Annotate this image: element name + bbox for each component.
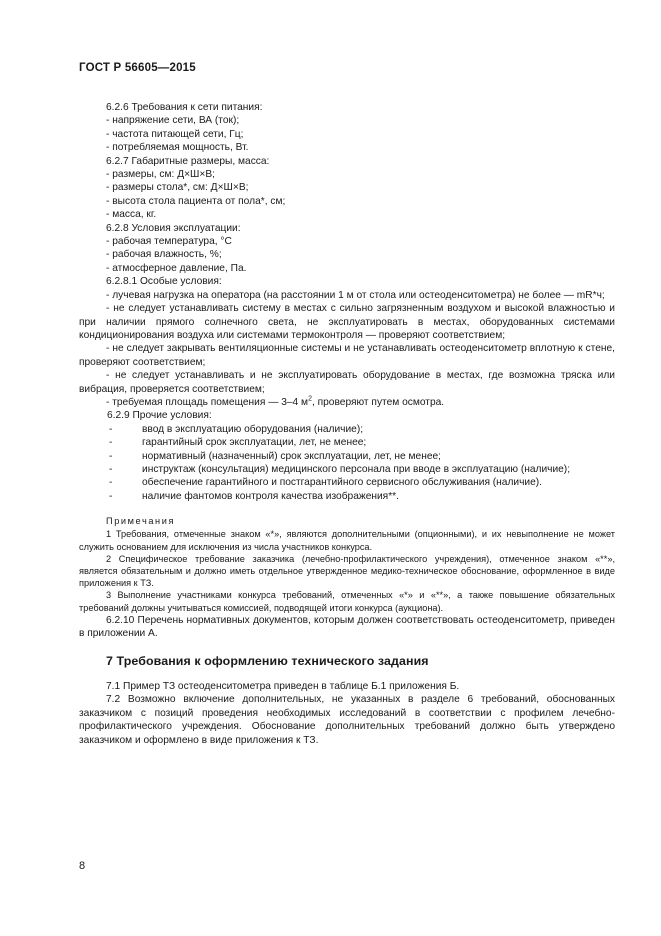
list-item bbox=[79, 476, 615, 489]
list-item-text: наличие фантомов контроля качества изображения**. bbox=[142, 490, 399, 502]
page-number: 8 bbox=[79, 860, 86, 872]
paragraph-7-1: 7.1 Пример ТЗ остеоденситометра приведен в таблице Б.1 приложения Б. bbox=[106, 681, 460, 693]
dash: - bbox=[109, 437, 113, 449]
list-item: - потребляемая мощность, Вт. bbox=[106, 142, 249, 154]
list-item-text: ввод в эксплуатацию оборудования (наличие); bbox=[142, 423, 364, 435]
section-6-2-6-title: 6.2.6 Требования к сети питания: bbox=[106, 102, 263, 113]
notes-title: Примечания bbox=[106, 516, 176, 527]
note-item: 2 Специфическое требование заказчика (лечебно-профилактического учреждения), отмеченное знаком «**», является обязательным и должно иметь отдельное утвержденное медико-техническое обоснование, оформленное в виде приложения к ТЗ. bbox=[79, 553, 615, 589]
section-7-heading: 7 Требования к оформлению технического задания bbox=[106, 653, 429, 668]
list-item: - рабочая температура, °C bbox=[106, 236, 232, 248]
area-requirement: - требуемая площадь помещения — 3–4 м bbox=[106, 396, 309, 408]
paragraph bbox=[79, 396, 615, 409]
note-item: 1 Требования, отмеченные знаком «*», являются дополнительными (опционными), и их невыполнение не может служить основанием для исключения из числа участников конкурса. bbox=[79, 529, 615, 552]
section-6-2-8-1-title: 6.2.8.1 Особые условия: bbox=[106, 276, 222, 288]
list-item: - масса, кг. bbox=[106, 209, 157, 221]
list-item-text: гарантийный срок эксплуатации, лет, не менее; bbox=[142, 437, 367, 449]
dash: - bbox=[109, 477, 113, 489]
list-item: - напряжение сети, ВА (ток); bbox=[106, 115, 240, 127]
document-code: ГОСТ Р 56605—2015 bbox=[79, 62, 196, 74]
list-item-text: инструктаж (консультация) медицинского персонала при вводе в эксплуатацию (наличие); bbox=[142, 463, 571, 475]
list-item bbox=[79, 490, 615, 503]
paragraph: - не следует устанавливать и не эксплуатировать оборудование в местах, где возможна тряска или вибрация, проверяется соответствием; bbox=[79, 370, 615, 395]
paragraph-7-2: 7.2 Возможно включение дополнительных, не указанных в разделе 6 требований, обоснованных заказчиком с позиций проведения необходимых исследований в соответствии с профилем лечебно-профилактического учреждения. Обоснование дополнительных требований должно быть утверждено заказчиком и оформлено в виде приложения к ТЗ. bbox=[79, 694, 615, 746]
list-item-text: обеспечение гарантийного и постгарантийного сервисного обслуживания (наличие). bbox=[142, 477, 542, 489]
superscript: 2 bbox=[308, 395, 312, 403]
note-item: 3 Выполнение участниками конкурса требований, отмеченных «*» и «**», а также повышение обязательных требований должны учитываться комиссией, подводящей итоги конкурса (аукциона). bbox=[79, 590, 615, 613]
list-item: - высота стола пациента от пола*, см; bbox=[106, 195, 286, 207]
list-item: - рабочая влажность, %; bbox=[106, 249, 222, 261]
dash: - bbox=[109, 423, 113, 435]
list-item: - размеры, см: Д×Ш×В; bbox=[106, 169, 215, 181]
section-6-2-10: 6.2.10 Перечень нормативных документов, которым должен соответствовать остеоденситометр, приведен в приложении А. bbox=[79, 614, 615, 640]
section-6-2-9-title: 6.2.9 Прочие условия: bbox=[107, 410, 212, 422]
list-item bbox=[79, 436, 615, 449]
list-item bbox=[79, 450, 615, 463]
list-item: - размеры стола*, см: Д×Ш×В; bbox=[106, 182, 249, 194]
page-body bbox=[79, 101, 615, 747]
list-item bbox=[79, 463, 615, 476]
section-6-2-7-title: 6.2.7 Габаритные размеры, масса: bbox=[106, 155, 270, 167]
paragraph: - лучевая нагрузка на оператора (на расстоянии 1 м от стола или остеоденситометра) не более — mR*ч; bbox=[106, 289, 605, 301]
paragraph: - не следует устанавливать систему в местах с сильно загрязненным воздухом и высокой влажностью и при наличии прямого солнечного света, не эксплуатировать в местах, оборудованных системами кондиционирования воздуха или системами термоконтроля — проверяют соответствием; bbox=[79, 303, 615, 341]
section-6-2-8-title: 6.2.8 Условия эксплуатации: bbox=[106, 222, 241, 234]
list-item bbox=[79, 423, 615, 436]
paragraph: - не следует закрывать вентиляционные системы и не устанавливать остеоденситометр вплотную к стене, проверяют соответствием; bbox=[79, 343, 615, 368]
area-requirement-end: , проверяют путем осмотра. bbox=[311, 396, 445, 408]
dash: - bbox=[109, 450, 113, 462]
notes-block bbox=[79, 515, 615, 614]
dash: - bbox=[109, 463, 113, 475]
list-item-text: нормативный (назначенный) срок эксплуатации, лет, не менее; bbox=[142, 450, 442, 462]
list-item: - атмосферное давление, Па. bbox=[106, 262, 247, 274]
dash: - bbox=[109, 490, 113, 502]
list-item: - частота питающей сети, Гц; bbox=[106, 128, 244, 140]
